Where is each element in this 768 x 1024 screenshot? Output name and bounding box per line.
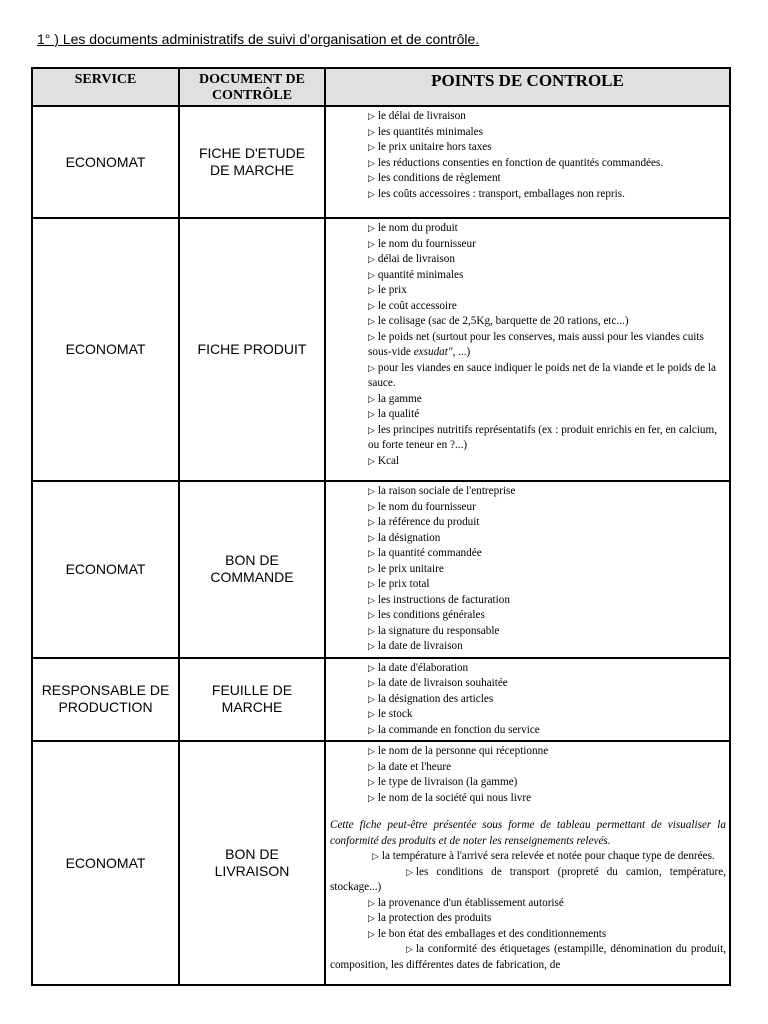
row-service: RESPONSABLE DE PRODUCTION bbox=[32, 658, 179, 742]
list-item: ▷ le nom de la société qui nous livre bbox=[368, 791, 726, 807]
triangle-bullet-icon: ▷ bbox=[368, 300, 375, 311]
list-item: ▷ les réductions consenties en fonction de quantités commandées. bbox=[368, 156, 726, 172]
table-row bbox=[32, 106, 730, 218]
row-document-label: FEUILLE DE MARCHE bbox=[211, 682, 293, 716]
list-item: ▷ la température à l'arrivé sera relevée et notée pour chaque type de denrées. bbox=[330, 849, 726, 865]
triangle-bullet-icon: ▷ bbox=[368, 913, 375, 923]
list-item: ▷ la désignation bbox=[368, 531, 726, 547]
triangle-bullet-icon: ▷ bbox=[368, 173, 375, 183]
triangle-bullet-icon: ▷ bbox=[368, 724, 375, 735]
row-document: FICHE PRODUIT bbox=[179, 218, 325, 481]
delivery-note-paragraph: Cette fiche peut-être présentée sous forme de tableau permettant de visualiser la conformité des produits et de noter les renseignements relevés. bbox=[330, 819, 726, 847]
table-row bbox=[32, 218, 730, 481]
row-service: ECONOMAT bbox=[32, 106, 179, 218]
list-item: ▷ la protection des produits bbox=[368, 911, 726, 927]
triangle-bullet-icon: ▷ bbox=[406, 866, 413, 877]
triangle-bullet-icon: ▷ bbox=[368, 501, 375, 512]
triangle-bullet-icon: ▷ bbox=[368, 792, 375, 803]
triangle-bullet-icon: ▷ bbox=[368, 625, 375, 636]
table-row bbox=[32, 658, 730, 742]
triangle-bullet-icon: ▷ bbox=[368, 424, 375, 435]
row-document-label: BON DE LIVRAISON bbox=[214, 846, 290, 879]
triangle-bullet-icon: ▷ bbox=[368, 662, 375, 673]
triangle-bullet-icon: ▷ bbox=[368, 455, 375, 466]
triangle-bullet-icon: ▷ bbox=[368, 897, 375, 908]
list-item: ▷ la provenance d'un établissement autorisé bbox=[368, 896, 726, 912]
row-points bbox=[325, 658, 730, 742]
list-item: ▷ quantité minimales bbox=[368, 268, 726, 284]
triangle-bullet-icon: ▷ bbox=[368, 269, 375, 280]
triangle-bullet-icon: ▷ bbox=[368, 157, 375, 168]
triangle-bullet-icon: ▷ bbox=[368, 594, 375, 605]
triangle-bullet-icon: ▷ bbox=[368, 126, 375, 137]
triangle-bullet-icon: ▷ bbox=[372, 851, 379, 861]
row-service: ECONOMAT bbox=[32, 741, 179, 985]
list-item: ▷ la date de livraison souhaitée bbox=[368, 676, 726, 692]
list-item: ▷ le stock bbox=[368, 707, 726, 723]
triangle-bullet-icon: ▷ bbox=[368, 238, 375, 249]
triangle-bullet-icon: ▷ bbox=[368, 409, 375, 419]
header-points: POINTS DE CONTROLE bbox=[325, 68, 730, 106]
list-item: ▷ la raison sociale de l'entreprise bbox=[368, 484, 726, 500]
triangle-bullet-icon: ▷ bbox=[368, 486, 375, 496]
list-item: ▷ la date de livraison bbox=[368, 639, 726, 655]
triangle-bullet-icon: ▷ bbox=[368, 761, 375, 772]
list-item: ▷ la signature du responsable bbox=[368, 624, 726, 640]
list-item: ▷ les quantités minimales bbox=[368, 125, 726, 141]
list-item: ▷ les conditions de transport (propreté du camion, température, stockage...) bbox=[330, 865, 726, 893]
list-item: ▷ les conditions générales bbox=[368, 608, 726, 624]
triangle-bullet-icon: ▷ bbox=[368, 188, 375, 199]
triangle-bullet-icon: ▷ bbox=[368, 285, 375, 295]
row-points bbox=[325, 106, 730, 218]
list-item: ▷ le type de livraison (la gamme) bbox=[368, 775, 726, 791]
row-document bbox=[179, 658, 325, 742]
list-item: ▷ les coûts accessoires : transport, emballages non repris. bbox=[368, 187, 726, 203]
triangle-bullet-icon: ▷ bbox=[406, 944, 413, 954]
triangle-bullet-icon: ▷ bbox=[368, 693, 375, 704]
list-item: ▷ le nom du fournisseur bbox=[368, 500, 726, 516]
triangle-bullet-icon: ▷ bbox=[368, 777, 375, 787]
list-item: ▷ le coût accessoire bbox=[368, 299, 726, 315]
list-item: ▷ le nom de la personne qui réceptionne bbox=[368, 744, 726, 760]
triangle-bullet-icon: ▷ bbox=[368, 579, 375, 589]
table-header-row bbox=[32, 68, 730, 106]
row-document bbox=[179, 481, 325, 658]
triangle-bullet-icon: ▷ bbox=[368, 111, 375, 121]
list-item: ▷ le poids net (surtout pour les conserves, mais aussi pour les viandes cuits sous-vide exsudat", ...) bbox=[368, 330, 704, 358]
triangle-bullet-icon: ▷ bbox=[368, 316, 375, 326]
triangle-bullet-icon: ▷ bbox=[368, 928, 375, 939]
list-item: ▷ les conditions de règlement bbox=[368, 171, 726, 187]
triangle-bullet-icon: ▷ bbox=[368, 709, 375, 719]
table-row bbox=[32, 741, 730, 985]
list-item: ▷ la date et l'heure bbox=[368, 760, 726, 776]
row-points bbox=[325, 741, 730, 985]
triangle-bullet-icon: ▷ bbox=[368, 393, 375, 404]
list-item: ▷ les instructions de facturation bbox=[368, 593, 726, 609]
list-item: ▷ la quantité commandée bbox=[368, 546, 726, 562]
list-item: ▷ la conformité des étiquetages (estampille, dénomination du produit, composition, les différentes dates de fabrication, de bbox=[330, 943, 726, 971]
control-documents-table bbox=[31, 67, 731, 986]
header-service: SERVICE bbox=[32, 68, 179, 106]
triangle-bullet-icon: ▷ bbox=[368, 362, 375, 373]
list-item: ▷ la qualité bbox=[368, 407, 726, 423]
triangle-bullet-icon: ▷ bbox=[368, 548, 375, 558]
list-item: ▷ le délai de livraison bbox=[368, 109, 726, 125]
list-item: ▷ le nom du produit bbox=[368, 221, 726, 237]
list-item: ▷ le bon état des emballages et des conditionnements bbox=[368, 927, 726, 943]
header-document: DOCUMENT DE CONTRÔLE bbox=[179, 68, 325, 106]
triangle-bullet-icon: ▷ bbox=[368, 223, 375, 233]
row-document bbox=[179, 106, 325, 218]
list-item: ▷ la date d'élaboration bbox=[368, 661, 726, 677]
list-item: ▷ la commande en fonction du service bbox=[368, 723, 726, 739]
triangle-bullet-icon: ▷ bbox=[368, 563, 375, 574]
list-item: ▷ la gamme bbox=[368, 392, 726, 408]
list-item: ▷ le prix unitaire bbox=[368, 562, 726, 578]
row-document-label: BON DE COMMANDE bbox=[210, 552, 294, 586]
list-item: ▷ le colisage (sac de 2,5Kg, barquette de 20 rations, etc...) bbox=[368, 314, 726, 330]
row-document-label: FICHE D'ETUDE DE MARCHE bbox=[198, 145, 306, 178]
row-service: ECONOMAT bbox=[32, 481, 179, 658]
row-points bbox=[325, 481, 730, 658]
triangle-bullet-icon: ▷ bbox=[368, 532, 375, 543]
row-document bbox=[179, 741, 325, 985]
row-service: ECONOMAT bbox=[32, 218, 179, 481]
list-item: ▷ le prix unitaire hors taxes bbox=[368, 140, 726, 156]
list-item: ▷ Kcal bbox=[330, 454, 726, 470]
list-item: ▷ pour les viandes en sauce indiquer le poids net de la viande et le poids de la sauce. bbox=[368, 361, 716, 389]
section-heading: 1° ) Les documents administratifs de suivi d’organisation et de contrôle. bbox=[37, 31, 480, 47]
triangle-bullet-icon: ▷ bbox=[368, 641, 375, 651]
row-points bbox=[325, 218, 730, 481]
list-item: ▷ le prix bbox=[368, 283, 726, 299]
list-item: ▷ le prix total bbox=[368, 577, 726, 593]
list-item: ▷ la référence du produit bbox=[368, 515, 726, 531]
table-row bbox=[32, 481, 730, 658]
triangle-bullet-icon: ▷ bbox=[368, 142, 375, 152]
triangle-bullet-icon: ▷ bbox=[368, 610, 375, 620]
triangle-bullet-icon: ▷ bbox=[368, 746, 375, 756]
triangle-bullet-icon: ▷ bbox=[368, 254, 375, 264]
triangle-bullet-icon: ▷ bbox=[368, 678, 375, 688]
triangle-bullet-icon: ▷ bbox=[368, 517, 375, 527]
list-item: ▷ délai de livraison bbox=[368, 252, 726, 268]
list-item: ▷ le nom du fournisseur bbox=[368, 237, 726, 253]
triangle-bullet-icon: ▷ bbox=[368, 331, 375, 342]
list-item: ▷ les principes nutritifs représentatifs (ex : produit enrichis en fer, en calcium, ou forte teneur en ?...) bbox=[368, 423, 718, 451]
list-item: ▷ la désignation des articles bbox=[368, 692, 726, 708]
